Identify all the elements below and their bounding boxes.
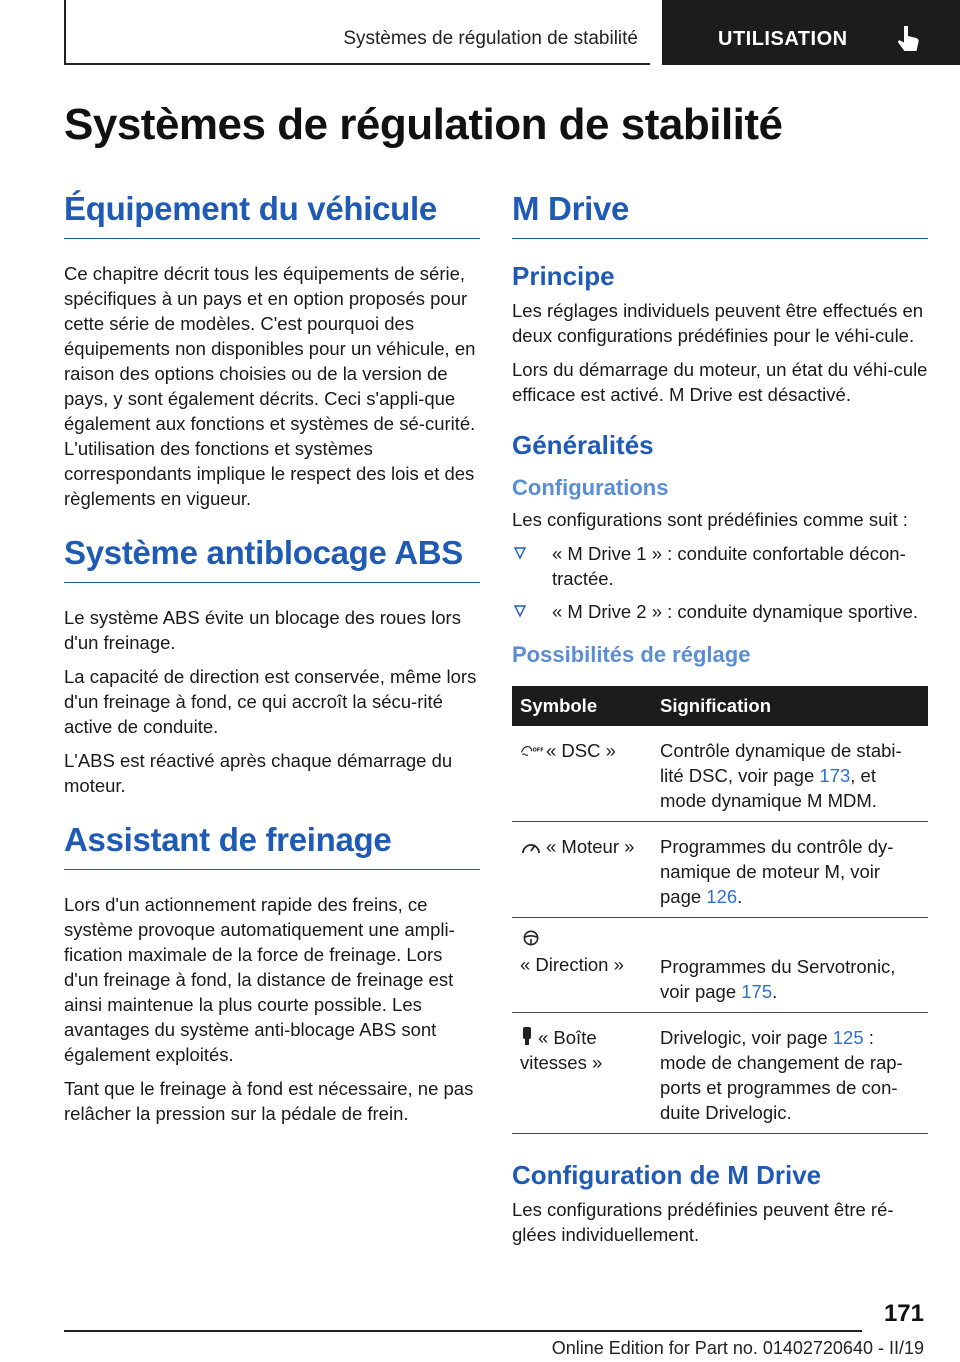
configurations-paragraph: Les configurations sont prédéfinies comme suit : [512, 509, 908, 530]
left-column [64, 190, 480, 1135]
header-breadcrumb: Systèmes de régulation de stabilité [343, 28, 638, 49]
footer-edition: Online Edition for Part no. 01402720640 - II/19 [551, 1338, 924, 1358]
abs-paragraph-1: Le système ABS évite un blocage des roues lors d'un freinage. [64, 607, 461, 653]
section-tab-label: UTILISATION [718, 28, 848, 50]
abs-paragraph-2: La capacité de direction est conservée, même lors d'un freinage à fond, ce qui accroît la sécu-rité active de conduite. [64, 666, 477, 737]
list-item: « M Drive 1 » : conduite confortable décon-tractée. [512, 541, 928, 591]
config-mdrive-paragraph: Les configurations prédéfinies peuvent être ré-glées individuellement. [512, 1199, 894, 1245]
brake-paragraph-2: Tant que le freinage à fond est nécessaire, ne pas relâcher la pression sur la pédale de frein. [64, 1078, 474, 1124]
configurations-list [512, 541, 928, 624]
abs-heading: Système antiblocage ABS [64, 534, 480, 583]
generalites-heading: Généralités [512, 430, 654, 460]
table-row: « Moteur » Programmes du contrôle dy-namique de moteur M, voir page 126. [512, 822, 928, 918]
table-header-meaning: Signification [652, 686, 928, 726]
brake-assist-heading: Assistant de freinage [64, 821, 480, 870]
page-link[interactable]: 126 [706, 886, 738, 907]
page-link[interactable]: 173 [819, 765, 851, 786]
page-number: 171 [883, 1300, 924, 1327]
equip-text: Ce chapitre décrit tous les équipements de série, spécifiques à un pays et en option proposés pour cette série de modèles. C'est pourquoi des équipements non disponibles pour un véhicule, en raison des options choisies ou de la version de pays, y sont également décrits. Ceci s'appli-que également aux fonctions et systèmes de sé-curité. L'utilisation des fonctions et systèmes correspondants implique le respect des lois et des règlements en vigueur. [64, 263, 476, 509]
brake-paragraph-1: Lors d'un actionnement rapide des freins, ce système provoque automatiquement une ampli-fication maximale de la force de freinage. Lors d'un freinage à fond, la distance de freinage est ainsi maintenue la plus courte possible. Les avantages du système anti-blocage ABS sont également exploités. [64, 894, 455, 1065]
symbol-label: « Boîte vitesses » [520, 1027, 603, 1073]
page-link[interactable]: 125 [832, 1027, 864, 1048]
symbol-label: « Moteur » [546, 836, 635, 857]
gear-lever-icon [520, 1026, 534, 1046]
symbol-label: « Direction » [520, 954, 624, 975]
steering-wheel-icon [520, 930, 542, 946]
triangle-bullet-icon [514, 605, 526, 617]
header-bottom-rule [64, 63, 650, 65]
svg-text:OFF: OFF [532, 747, 544, 754]
settings-table [512, 686, 928, 1134]
section-tab [662, 0, 960, 65]
equip-heading: Équipement du véhicule [64, 190, 480, 239]
principe-paragraph-1: Les réglages individuels peuvent être effectués en deux configurations prédéfinies pour le véhi-cule. [512, 300, 924, 346]
header-left-rule [64, 0, 66, 64]
page-link[interactable]: 175 [741, 981, 773, 1002]
symbol-label: « DSC » [546, 740, 616, 761]
right-column [512, 190, 928, 1256]
configurations-heading: Configurations [512, 475, 669, 500]
principe-paragraph-2: Lors du démarrage du moteur, un état du véhi-cule efficace est activé. M Drive est désactivé. [512, 359, 928, 405]
triangle-bullet-icon [514, 547, 526, 559]
abs-paragraph-3: L'ABS est réactivé après chaque démarrage du moteur. [64, 750, 453, 796]
table-row: « Boîte vitesses » Drivelogic, voir page 125 : mode de changement de rap-ports et programmes de con-duite Drivelogic. [512, 1013, 928, 1134]
config-mdrive-heading: Configuration de M Drive [512, 1160, 822, 1190]
mdrive-heading: M Drive [512, 190, 928, 239]
page-title: Systèmes de régulation de stabilité [64, 100, 783, 149]
engine-gauge-icon [520, 839, 542, 855]
footer-rule [64, 1330, 862, 1332]
possibilites-heading: Possibilités de réglage [512, 642, 751, 667]
table-row: « Direction » Programmes du Servotronic, voir page 175. [512, 918, 928, 1013]
dsc-off-icon [520, 743, 542, 759]
pointing-hand-icon [894, 24, 922, 54]
table-row: OFF « DSC » Contrôle dynamique de stabi-lité DSC, voir page 173, et mode dynamique M MDM. [512, 726, 928, 822]
principe-heading: Principe [512, 261, 615, 291]
table-header-symbol: Symbole [512, 686, 652, 726]
list-item: « M Drive 2 » : conduite dynamique sportive. [512, 599, 928, 624]
